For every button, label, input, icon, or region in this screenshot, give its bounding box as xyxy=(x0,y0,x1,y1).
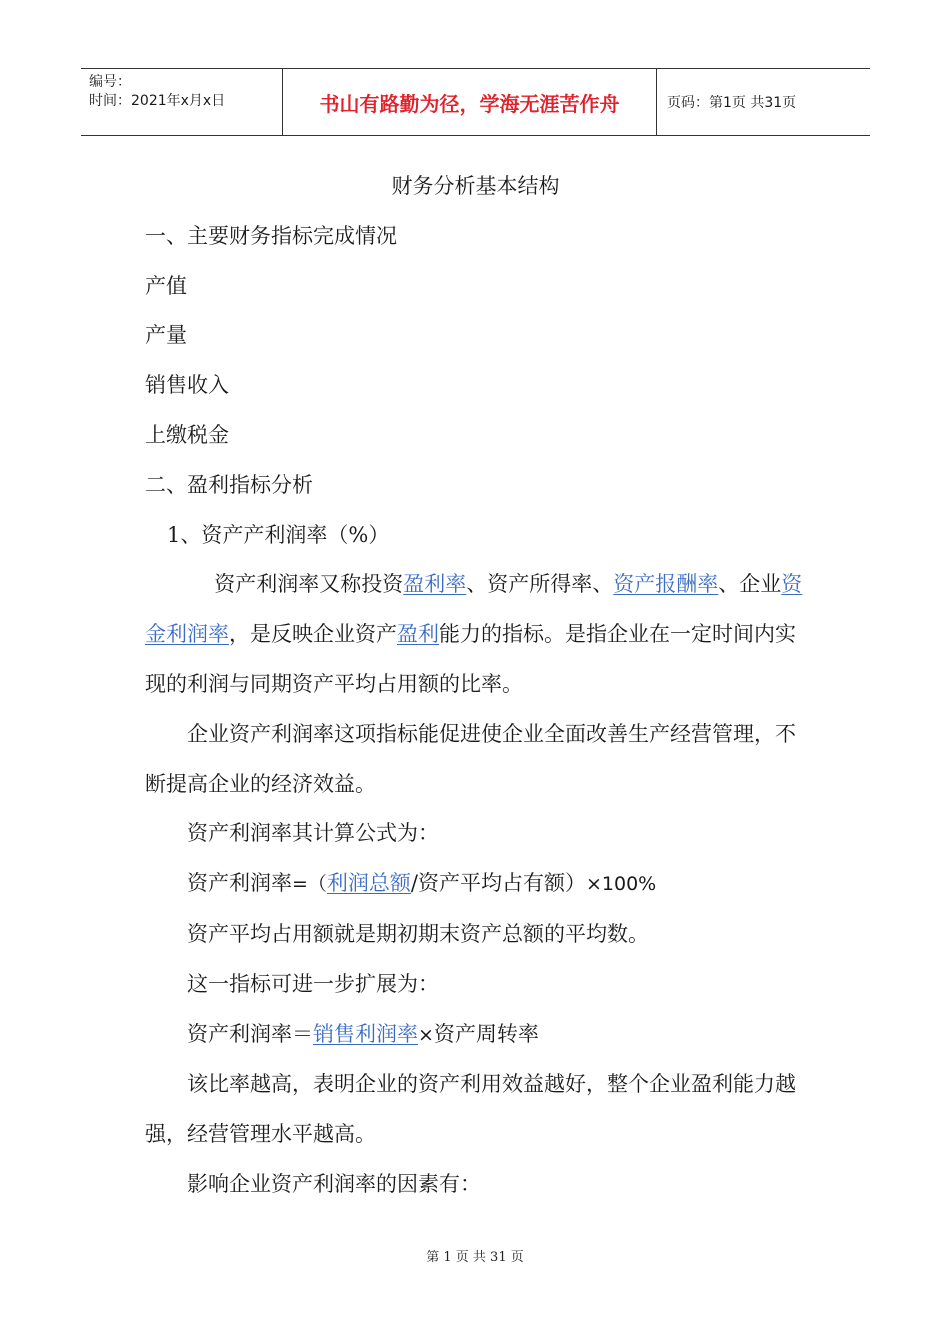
link-sales-profit-rate[interactable]: 销售利润率 xyxy=(313,1021,418,1046)
text-span: 、资产所得率、 xyxy=(466,572,614,597)
paragraph: 该比率越高，表明企业的资产利用效益越好，整个企业盈利能力越强，经营管理水平越高。 xyxy=(145,1072,796,1147)
paragraph: 影响企业资产利润率的因素有： xyxy=(187,1171,481,1196)
text-span: =（ xyxy=(292,873,327,896)
time-label: 时间：2021年x月x日 xyxy=(89,93,226,109)
list-item: 销售收入 xyxy=(145,373,229,398)
link-total-profit[interactable]: 利润总额 xyxy=(326,871,411,896)
link-asset-return-rate[interactable]: 资产报酬率 xyxy=(613,572,719,597)
text-span: 、企业 xyxy=(718,572,782,597)
text-span: 资产利润率＝ xyxy=(187,1021,313,1046)
text-span: 资产周转率 xyxy=(433,1021,539,1046)
paragraph-definition xyxy=(145,560,810,709)
text-span: 能力的指标。是指企业在一定时间内实现的利润与同期资产平均占用额的比率。 xyxy=(145,622,796,696)
page-footer: 第 1 页 共 31 页 xyxy=(426,1250,524,1265)
paragraph: 这一指标可进一步扩展为： xyxy=(187,971,439,996)
paragraph: 资产平均占用额就是期初期末资产总额的平均数。 xyxy=(187,921,649,946)
list-item: 产量 xyxy=(145,323,187,348)
link-profit-rate[interactable]: 盈利率 xyxy=(403,572,467,597)
link-capital-profit-rate[interactable]: 资金利润率 xyxy=(145,572,803,647)
formula-line xyxy=(145,1010,810,1061)
text-span: 资产利润率又称投资 xyxy=(214,572,404,597)
text-span: ，是反映企业资产 xyxy=(229,622,397,647)
document-body xyxy=(145,162,810,1210)
document-header xyxy=(81,68,870,136)
header-meta xyxy=(81,69,282,135)
formula-line xyxy=(145,859,810,910)
paragraph: 企业资产利润率这项指标能促进使企业全面改善生产经营管理，不断提高企业的经济效益。 xyxy=(145,721,796,796)
header-motto: 书山有路勤为径，学海无涯苦作舟 xyxy=(282,69,657,135)
subsection-heading: 1、资产产利润率（%） xyxy=(167,522,390,547)
list-item: 产值 xyxy=(145,273,187,298)
text-span: × xyxy=(418,1023,434,1046)
number-label: 编号： xyxy=(89,74,131,90)
paragraph: 资产利润率其计算公式为： xyxy=(187,821,439,846)
section-heading-2: 二、盈利指标分析 xyxy=(145,472,313,497)
header-page-code: 页码：第1页 共31页 xyxy=(667,95,797,111)
section-heading-1: 一、主要财务指标完成情况 xyxy=(145,223,397,248)
text-span: ×100% xyxy=(586,873,657,896)
document-title: 财务分析基本结构 xyxy=(391,174,560,198)
link-profit[interactable]: 盈利 xyxy=(397,622,439,647)
text-span: 资产利润率 xyxy=(187,871,292,896)
text-span: /资产平均占有额） xyxy=(410,871,586,896)
list-item: 上缴税金 xyxy=(145,422,229,447)
